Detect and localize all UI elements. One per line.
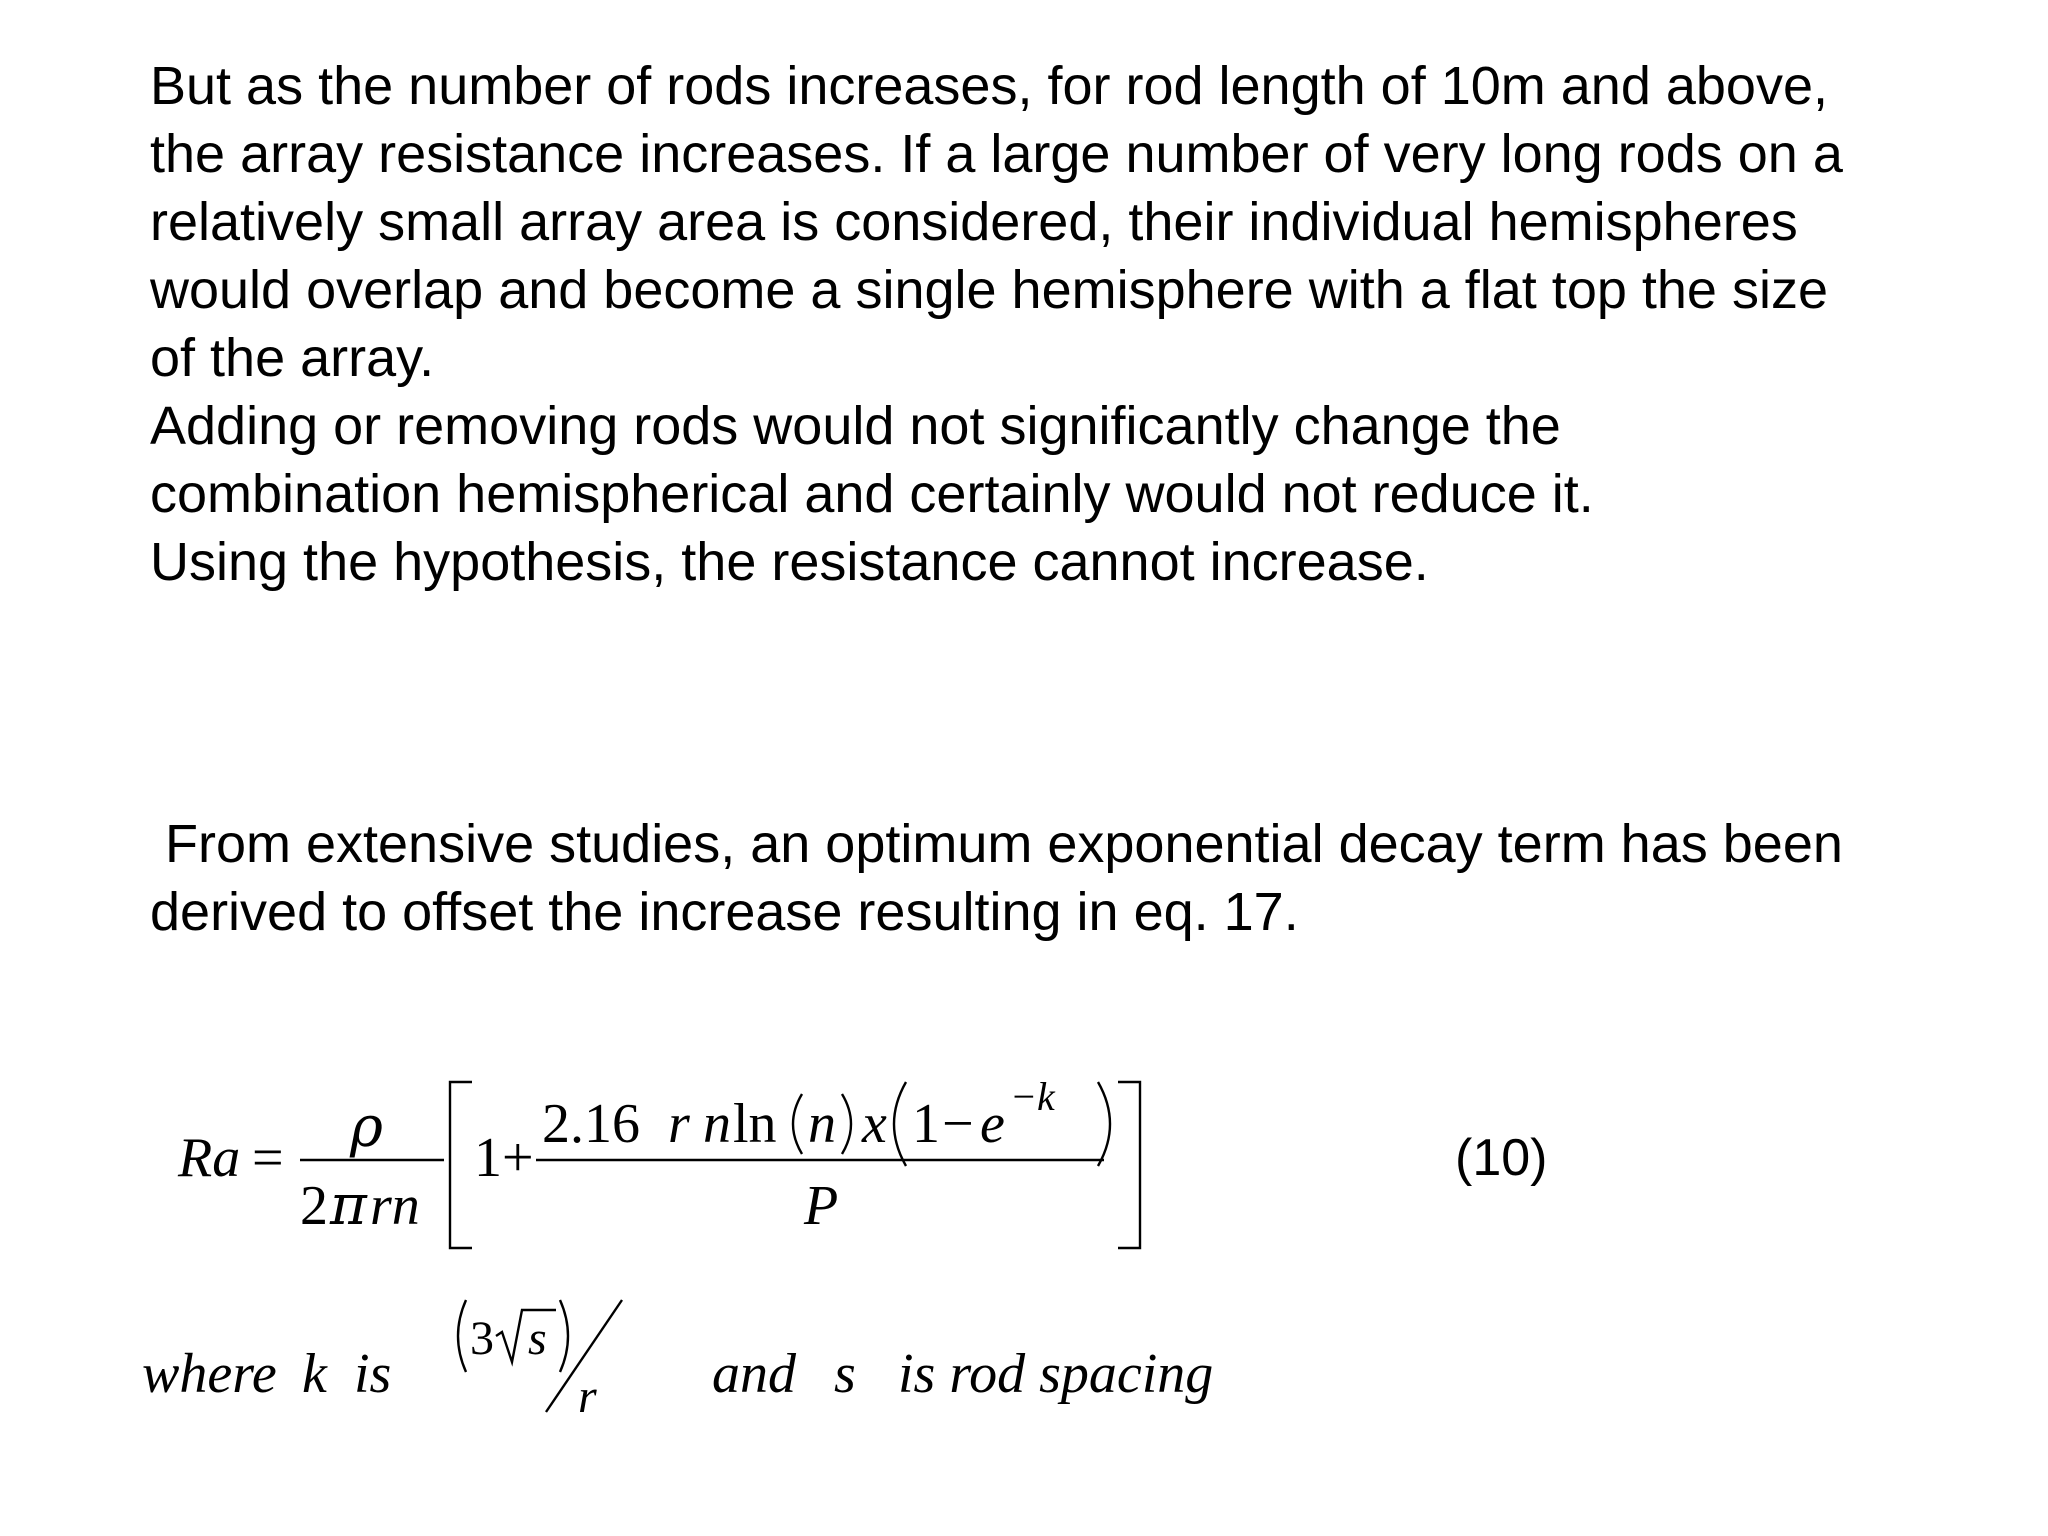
k-s: s — [528, 1312, 547, 1365]
eq-den-rn: rn — [370, 1175, 420, 1237]
eq-exponent: −k — [1010, 1074, 1055, 1119]
paren-open — [793, 1094, 802, 1154]
eq-P: P — [804, 1175, 839, 1237]
eq-x: x — [862, 1093, 887, 1155]
where-tail: is rod spacing — [898, 1343, 1214, 1405]
text-line: But as the number of rods increases, for rod length of 10m and above, — [150, 56, 1828, 116]
text-line: Using the hypothesis, the resistance cannot increase. — [150, 532, 1429, 592]
eq-rho: ρ — [350, 1095, 383, 1160]
k-r: r — [578, 1370, 597, 1423]
text-line: would overlap and become a single hemisphere with a flat top the size — [150, 260, 1828, 320]
eq-ln: ln — [733, 1093, 777, 1155]
eq-equals: = — [252, 1127, 284, 1189]
text-line: of the array. — [150, 328, 435, 388]
text-line: Adding or removing rods would not significantly change the — [150, 396, 1561, 456]
eq-e: e — [980, 1093, 1005, 1155]
eq-den-two: 2 — [300, 1175, 328, 1237]
eq-one: 1 — [912, 1093, 940, 1155]
text-line: From extensive studies, an optimum exponential decay term has been — [150, 814, 1843, 874]
text-line: the array resistance increases. If a large number of very long rods on a — [150, 124, 1843, 184]
eq-n-arg: n — [808, 1093, 836, 1155]
equation-number: (10) — [1455, 1129, 1548, 1187]
text-line: relatively small array area is considered, their individual hemispheres — [150, 192, 1798, 252]
paren-close — [842, 1094, 851, 1154]
where-s: s — [834, 1343, 856, 1405]
right-bracket — [1118, 1082, 1140, 1248]
left-bracket — [450, 1082, 472, 1248]
eq-coeff: 2.16 — [542, 1093, 640, 1155]
k-paren-close — [560, 1300, 568, 1372]
text-line: derived to offset the increase resulting in eq. 17. — [150, 882, 1299, 942]
text-line: combination hemispherical and certainly would not reduce it. — [150, 464, 1594, 524]
eq-pi: π — [330, 1173, 367, 1238]
where-and: and — [712, 1343, 796, 1405]
k-paren-open — [458, 1300, 466, 1372]
k-three: 3 — [470, 1312, 494, 1365]
eq-lhs: Ra — [178, 1127, 241, 1189]
sqrt-sign — [496, 1310, 556, 1362]
paren-open-large — [894, 1082, 906, 1166]
where-text: where — [142, 1343, 277, 1405]
where-k: k — [302, 1343, 327, 1405]
where-is: is — [354, 1343, 392, 1405]
paren-close-large — [1098, 1082, 1110, 1166]
eq-one-plus: 1+ — [474, 1127, 534, 1189]
eq-minus: − — [942, 1093, 974, 1155]
eq-n: n — [703, 1093, 731, 1155]
eq-r: r — [668, 1093, 690, 1155]
